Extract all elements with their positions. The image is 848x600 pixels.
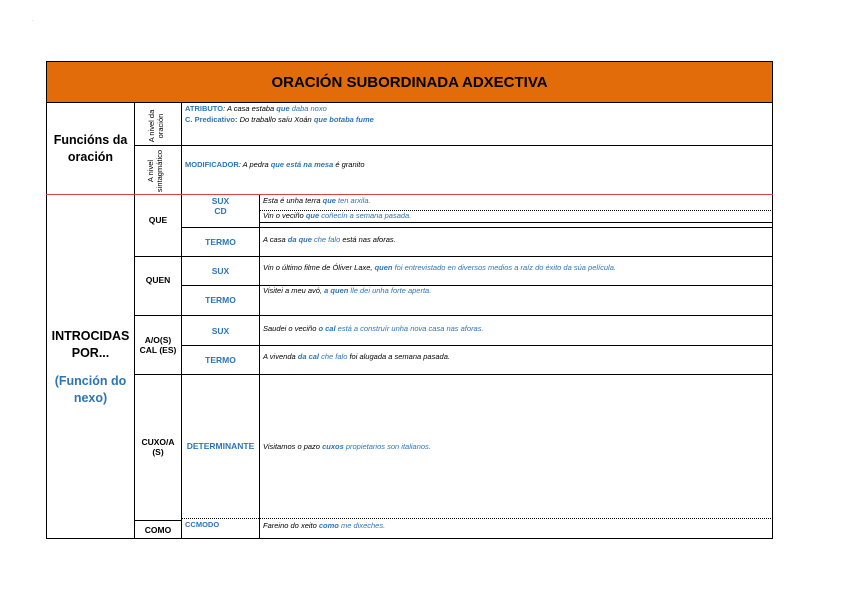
acal-sux-ex-pre: Saudei o veciño — [263, 324, 319, 333]
nivel-sintagmatico-text: A nivel sintagmático — [146, 149, 164, 193]
atributo-nexo: que — [276, 104, 290, 113]
atributo-pre: : A casa estaba — [223, 104, 277, 113]
acal-termo-line — [181, 345, 773, 346]
atributo-rest: daba noxo — [289, 104, 327, 113]
acal-termo-ex-pre: A vivenda — [263, 352, 298, 361]
cpredicativo-nexo: que — [313, 115, 328, 124]
nexo-que-text: QUE — [148, 215, 168, 225]
nexo-acal — [137, 330, 179, 360]
outer-right-border — [772, 103, 773, 539]
cuxo-ex-rest: propietarios son italianos. — [343, 442, 431, 451]
nivel-oracion-label — [147, 100, 169, 152]
page-title — [46, 61, 773, 103]
nexo-cuxo-text: CUXO/A (S) — [141, 437, 175, 457]
quen-sux-ex-rest: foi entrevistado en diversos medios a raíz do éxito da súa película. — [392, 263, 616, 272]
que-termo-line — [181, 227, 773, 228]
quen-sux-ex-nexo: quen — [374, 263, 393, 272]
que-termo-func — [182, 228, 259, 256]
que-sux-ex-pre: Esta é unha terra — [263, 196, 323, 205]
que-cd-func — [182, 205, 259, 216]
como-example — [263, 521, 385, 530]
acal-sux-func — [182, 316, 259, 345]
cuxo-ex-pre: Visitamos o pazo — [263, 442, 323, 451]
acal-sux-ex-rest: está a construír unha nova casa nas aforas. — [335, 324, 484, 333]
acal-termo-ex-rest: che falo — [319, 352, 348, 361]
que-cd-ex-pre: Vin o veciño — [263, 211, 306, 220]
funcions-label-text: Funcións da oración — [53, 133, 128, 164]
acal-sux-ex-nexo: o cal — [318, 324, 336, 333]
quen-termo-ex-nexo: a quen — [324, 286, 349, 295]
que-termo-ex-pre: A casa — [263, 235, 288, 244]
cuxo-example — [263, 442, 431, 451]
cpredicativo-rest: botaba fume — [327, 115, 374, 124]
nexo-como-text: COMO — [144, 524, 172, 535]
quen-termo-text: TERMO — [205, 295, 236, 305]
que-sux-ex-rest: ten arxila. — [335, 196, 371, 205]
que-cd-ex-nexo: que — [305, 211, 320, 220]
quen-termo-ex-rest: lle dei unha forte aperta. — [348, 286, 432, 295]
modificador-nexo: que — [270, 160, 285, 169]
title-text: ORACIÓN SUBORDINADA ADXECTIVA — [271, 73, 548, 91]
que-sux-cd-line — [259, 222, 773, 223]
que-termo-ex-rest: che falo — [311, 235, 341, 244]
cuxo-ex-nexo: cuxos — [322, 442, 344, 451]
introducidas-label — [47, 325, 134, 365]
como-func-text: CCMODO — [185, 520, 220, 529]
quen-termo-ex-pre: Visitei a meu avó, — [263, 286, 325, 295]
col-sep-1 — [134, 103, 135, 539]
que-cd-text: CD — [214, 205, 227, 216]
outer-bottom-border — [46, 538, 773, 539]
como-ex-nexo: como — [318, 521, 339, 530]
introducidas-label-text: INTROCIDAS POR... — [51, 329, 130, 360]
acal-sux-text: SUX — [211, 325, 230, 336]
como-func — [185, 520, 219, 529]
nexo-que — [135, 205, 181, 235]
acal-sux-example — [263, 324, 484, 333]
acal-termo-text: TERMO — [205, 355, 236, 365]
row-line-nivel — [134, 145, 773, 146]
col-sep-2-top — [181, 103, 182, 194]
quen-sux-func — [182, 257, 259, 285]
atributo-example — [185, 104, 327, 113]
que-termo-ex-post: está nas aforas. — [340, 235, 396, 244]
nexo-como — [135, 521, 181, 538]
cuxo-det-text: DETERMINANTE — [186, 441, 255, 451]
que-cd-ex-rest: coñecín a semana pasada. — [319, 211, 412, 220]
que-termo-ex-nexo: da que — [287, 235, 312, 244]
cuxo-como-dotted — [181, 518, 773, 519]
quen-sux-text: SUX — [211, 266, 230, 276]
nivel-oracion-text: A nivel da oración — [147, 109, 165, 143]
funcion-nexo-text: (Función do nexo) — [54, 374, 127, 405]
como-ex-rest: me dixeches. — [338, 521, 386, 530]
nexo-cuxo — [137, 432, 179, 462]
cuxo-det-func — [182, 436, 259, 456]
nexo-quen-text: QUEN — [145, 275, 171, 285]
acal-termo-ex-nexo: da cal — [297, 352, 320, 361]
nexo-quen — [135, 270, 181, 290]
que-sux-ex-nexo: que — [322, 196, 336, 205]
cpredicativo-pre: Do traballo saíu Xoán — [237, 115, 314, 124]
que-termo-example — [263, 235, 396, 244]
que-cd-example — [263, 211, 411, 220]
modificador-pre: : A pedra — [238, 160, 271, 169]
acal-termo-func — [182, 346, 259, 374]
que-sux-text: SUX — [211, 195, 230, 206]
nexo-acal-text: A/O(S) CAL (ES) — [139, 335, 177, 355]
cpredicativo-tag: C. Predicativo: — [185, 115, 238, 124]
nivel-sintagmatico-label — [146, 146, 168, 196]
acal-termo-ex-post: foi alugada a semana pasada. — [347, 352, 450, 361]
acal-termo-example — [263, 352, 450, 361]
quen-sux-example — [263, 263, 616, 272]
acal-cuxo-line — [134, 374, 773, 375]
como-ex-pre: Fareino do xeito — [263, 521, 319, 530]
modificador-tag: MODIFICADOR — [185, 160, 239, 169]
corner-mark: · — [32, 18, 34, 24]
que-sux-example — [263, 196, 371, 205]
col-sep-3 — [259, 195, 260, 539]
atributo-tag: ATRIBUTO — [185, 104, 224, 113]
quen-sux-ex-pre: Vin o último filme de Óliver Laxe, — [263, 263, 375, 272]
modificador-example — [185, 160, 365, 169]
modificador-rest: está na mesa — [284, 160, 334, 169]
quen-termo-func — [182, 286, 259, 314]
modificador-post: é granito — [333, 160, 365, 169]
funcions-label — [47, 104, 134, 194]
funcion-nexo-label — [50, 372, 131, 408]
que-termo-text: TERMO — [205, 237, 236, 247]
quen-termo-example — [263, 286, 431, 295]
cpredicativo-example — [185, 115, 374, 124]
